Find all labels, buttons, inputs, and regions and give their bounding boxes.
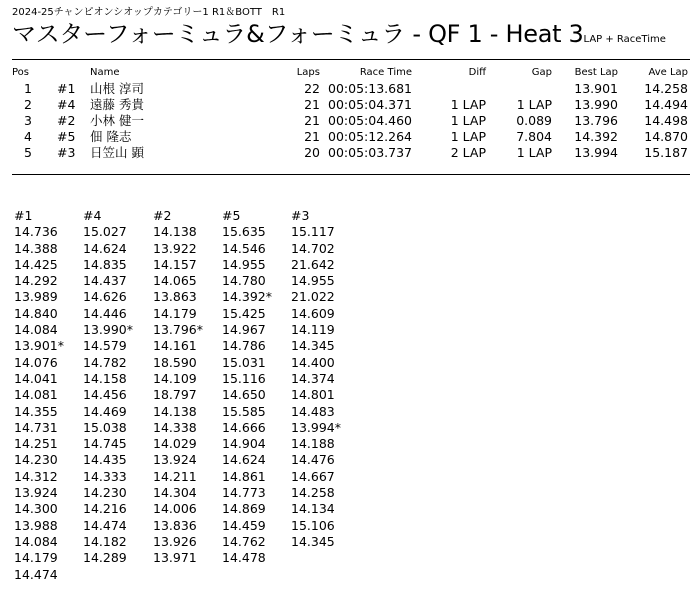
lap-time: 14.666: [222, 419, 266, 435]
lap-time: 14.119: [291, 322, 335, 338]
lap-time: 14.456: [83, 387, 127, 403]
lap-time: 13.836: [153, 517, 197, 533]
lap-time: 14.579: [83, 338, 127, 354]
lap-time: 14.338: [153, 419, 197, 435]
lap-time: 15.117: [291, 224, 335, 240]
lap-time: 14.762: [222, 533, 266, 549]
lap-time: 14.702: [291, 240, 335, 256]
lap-time: 13.988: [14, 517, 58, 533]
lap-time: 14.230: [14, 452, 58, 468]
results-divider: [12, 174, 690, 175]
lap-time: 14.782: [83, 354, 127, 370]
lap-time: 14.459: [222, 517, 266, 533]
lap-column: [14, 208, 78, 583]
lap-time: 14.157: [153, 256, 197, 272]
col-header-ave-lap: Ave Lap: [648, 67, 688, 78]
best-lap-cell: 14.392: [574, 129, 618, 144]
lap-time: 14.624: [222, 452, 266, 468]
ave-lap-cell: 14.258: [644, 81, 688, 96]
ave-lap-cell: 15.187: [644, 145, 688, 160]
lap-time: 14.731: [14, 419, 58, 435]
diff-cell: 1 LAP: [450, 97, 486, 112]
ave-lap-cell: 14.494: [644, 97, 688, 112]
pos-cell: 4: [24, 129, 32, 144]
driver-name-cell: 遠藤 秀貴: [90, 97, 144, 112]
lap-time: 13.796*: [153, 322, 203, 338]
laps-cell: 22: [304, 81, 320, 96]
pos-cell: 2: [24, 97, 32, 112]
lap-column-header: #1: [14, 208, 33, 223]
lap-time: 15.106: [291, 517, 335, 533]
gap-cell: 1 LAP: [516, 97, 552, 112]
col-header-best-lap: Best Lap: [574, 67, 618, 78]
lap-time: 13.971: [153, 550, 197, 566]
lap-time: 14.289: [83, 550, 127, 566]
best-lap-cell: 13.901: [574, 81, 618, 96]
lap-column-header: #5: [222, 208, 241, 223]
lap-time: 18.590: [153, 354, 197, 370]
lap-column: [291, 208, 355, 550]
results-body: [12, 81, 690, 161]
lap-time: 14.109: [153, 370, 197, 386]
race-time-cell: 00:05:04.371: [328, 97, 412, 112]
lap-time: 14.650: [222, 387, 266, 403]
lap-time: 14.134: [291, 501, 335, 517]
lap-time: 13.863: [153, 289, 197, 305]
lap-time: 14.251: [14, 436, 58, 452]
col-header-race-time: Race Time: [359, 67, 412, 78]
lap-time: 14.304: [153, 485, 197, 501]
lap-time: 14.786: [222, 338, 266, 354]
lap-column: [222, 208, 286, 567]
lap-time: 15.031: [222, 354, 266, 370]
lap-time: 14.081: [14, 387, 58, 403]
lap-time: 14.355: [14, 403, 58, 419]
lap-time: 14.835: [83, 256, 127, 272]
col-header-name: Name: [90, 67, 120, 78]
lap-time: 13.990*: [83, 322, 133, 338]
lap-time: 15.585: [222, 403, 266, 419]
table-row: [12, 81, 690, 97]
lap-time: 14.138: [153, 224, 197, 240]
diff-cell: 2 LAP: [450, 145, 486, 160]
lap-time: 13.924: [14, 485, 58, 501]
lap-time: 14.392*: [222, 289, 272, 305]
lap-time: 13.994*: [291, 419, 341, 435]
lap-time: 14.158: [83, 370, 127, 386]
lap-time: 14.861: [222, 468, 266, 484]
car-number-cell: #1: [57, 81, 76, 96]
lap-time: 14.006: [153, 501, 197, 517]
event-subtitle: 2024-25チャンピオンシオップカテゴリー1 R1＆BOTT R1: [12, 7, 286, 18]
car-number-cell: #2: [57, 113, 76, 128]
lap-time: 14.292: [14, 273, 58, 289]
lap-time: 13.922: [153, 240, 197, 256]
lap-time: 14.624: [83, 240, 127, 256]
header-divider: [12, 59, 690, 60]
pos-cell: 3: [24, 113, 32, 128]
lap-time: 14.258: [291, 485, 335, 501]
lap-column-header: #3: [291, 208, 310, 223]
lap-time: 14.182: [83, 533, 127, 549]
best-lap-cell: 13.994: [574, 145, 618, 160]
car-number-cell: #3: [57, 145, 76, 160]
lap-time: 14.869: [222, 501, 266, 517]
table-row: [12, 97, 690, 113]
lap-time: 14.478: [222, 550, 266, 566]
lap-time: 14.138: [153, 403, 197, 419]
gap-cell: 7.804: [516, 129, 552, 144]
lap-time: 14.345: [291, 338, 335, 354]
race-time-cell: 00:05:13.681: [328, 81, 412, 96]
col-header-diff: Diff: [468, 67, 486, 78]
title-suffix: LAP + RaceTime: [583, 34, 666, 45]
gap-cell: 1 LAP: [516, 145, 552, 160]
driver-name-cell: 山根 淳司: [90, 81, 144, 96]
lap-time: 14.084: [14, 533, 58, 549]
lap-time: 14.609: [291, 305, 335, 321]
col-header-pos: Pos: [12, 67, 30, 78]
lap-time: 14.474: [83, 517, 127, 533]
lap-time: 14.955: [291, 273, 335, 289]
car-number-cell: #4: [57, 97, 76, 112]
race-time-cell: 00:05:03.737: [328, 145, 412, 160]
lap-time: 14.230: [83, 485, 127, 501]
laps-cell: 21: [304, 129, 320, 144]
pos-cell: 5: [24, 145, 32, 160]
results-header-row: [12, 66, 690, 80]
results-table: [12, 66, 690, 161]
lap-time: 14.483: [291, 403, 335, 419]
heat-title: マスターフォーミュラ&フォーミュラ - QF 1 - Heat 3: [12, 20, 584, 48]
laps-cell: 21: [304, 97, 320, 112]
ave-lap-cell: 14.870: [644, 129, 688, 144]
table-row: [12, 113, 690, 129]
lap-time: 14.904: [222, 436, 266, 452]
lap-time: 14.626: [83, 289, 127, 305]
lap-time: 14.469: [83, 403, 127, 419]
lap-time: 14.300: [14, 501, 58, 517]
lap-time: 14.400: [291, 354, 335, 370]
lap-time: 14.474: [14, 566, 58, 582]
lap-time: 14.476: [291, 452, 335, 468]
lap-time: 14.840: [14, 305, 58, 321]
lap-time: 15.038: [83, 419, 127, 435]
lap-time: 21.642: [291, 256, 335, 272]
lap-column-header: #2: [153, 208, 172, 223]
lap-time: 14.425: [14, 256, 58, 272]
lap-time: 14.076: [14, 354, 58, 370]
lap-time: 13.924: [153, 452, 197, 468]
page-title: [12, 20, 666, 54]
car-number-cell: #5: [57, 129, 76, 144]
table-row: [12, 129, 690, 145]
lap-time: 15.027: [83, 224, 127, 240]
lap-time: 14.967: [222, 322, 266, 338]
best-lap-cell: 13.796: [574, 113, 618, 128]
lap-time: 14.029: [153, 436, 197, 452]
driver-name-cell: 小林 健一: [90, 113, 144, 128]
lap-time: 14.084: [14, 322, 58, 338]
lap-column: [153, 208, 217, 567]
diff-cell: 1 LAP: [450, 129, 486, 144]
lap-time: 14.388: [14, 240, 58, 256]
lap-column: [83, 208, 147, 567]
lap-time: 14.333: [83, 468, 127, 484]
pos-cell: 1: [24, 81, 32, 96]
lap-time: 14.667: [291, 468, 335, 484]
lap-time: 14.161: [153, 338, 197, 354]
lap-time: 21.022: [291, 289, 335, 305]
laps-cell: 20: [304, 145, 320, 160]
lap-time: 14.188: [291, 436, 335, 452]
lap-time: 14.179: [14, 550, 58, 566]
driver-name-cell: 日笠山 顕: [90, 145, 144, 160]
lap-time: 14.041: [14, 370, 58, 386]
lap-time: 14.374: [291, 370, 335, 386]
lap-time: 14.736: [14, 224, 58, 240]
lap-time: 18.797: [153, 387, 197, 403]
lap-time: 15.635: [222, 224, 266, 240]
lap-time: 14.065: [153, 273, 197, 289]
driver-name-cell: 佃 隆志: [90, 129, 132, 144]
lap-time: 14.312: [14, 468, 58, 484]
lap-time: 14.773: [222, 485, 266, 501]
race-time-cell: 00:05:12.264: [328, 129, 412, 144]
race-time-cell: 00:05:04.460: [328, 113, 412, 128]
lap-time: 14.437: [83, 273, 127, 289]
lap-time: 13.901*: [14, 338, 64, 354]
lap-time: 14.211: [153, 468, 197, 484]
lap-time: 14.435: [83, 452, 127, 468]
lap-time: 14.745: [83, 436, 127, 452]
laps-cell: 21: [304, 113, 320, 128]
lap-time: 14.801: [291, 387, 335, 403]
lap-column-header: #4: [83, 208, 102, 223]
lap-time: 14.446: [83, 305, 127, 321]
table-row: [12, 145, 690, 161]
best-lap-cell: 13.990: [574, 97, 618, 112]
lap-time: 13.989: [14, 289, 58, 305]
lap-time: 15.116: [222, 370, 266, 386]
lap-time: 15.425: [222, 305, 266, 321]
lap-time: 14.780: [222, 273, 266, 289]
lap-time: 14.345: [291, 533, 335, 549]
col-header-gap: Gap: [531, 67, 552, 78]
lap-time: 13.926: [153, 533, 197, 549]
lap-time: 14.546: [222, 240, 266, 256]
lap-time: 14.216: [83, 501, 127, 517]
gap-cell: 0.089: [516, 113, 552, 128]
lap-time: 14.955: [222, 256, 266, 272]
lap-time: 14.179: [153, 305, 197, 321]
diff-cell: 1 LAP: [450, 113, 486, 128]
ave-lap-cell: 14.498: [644, 113, 688, 128]
col-header-laps: Laps: [296, 67, 320, 78]
